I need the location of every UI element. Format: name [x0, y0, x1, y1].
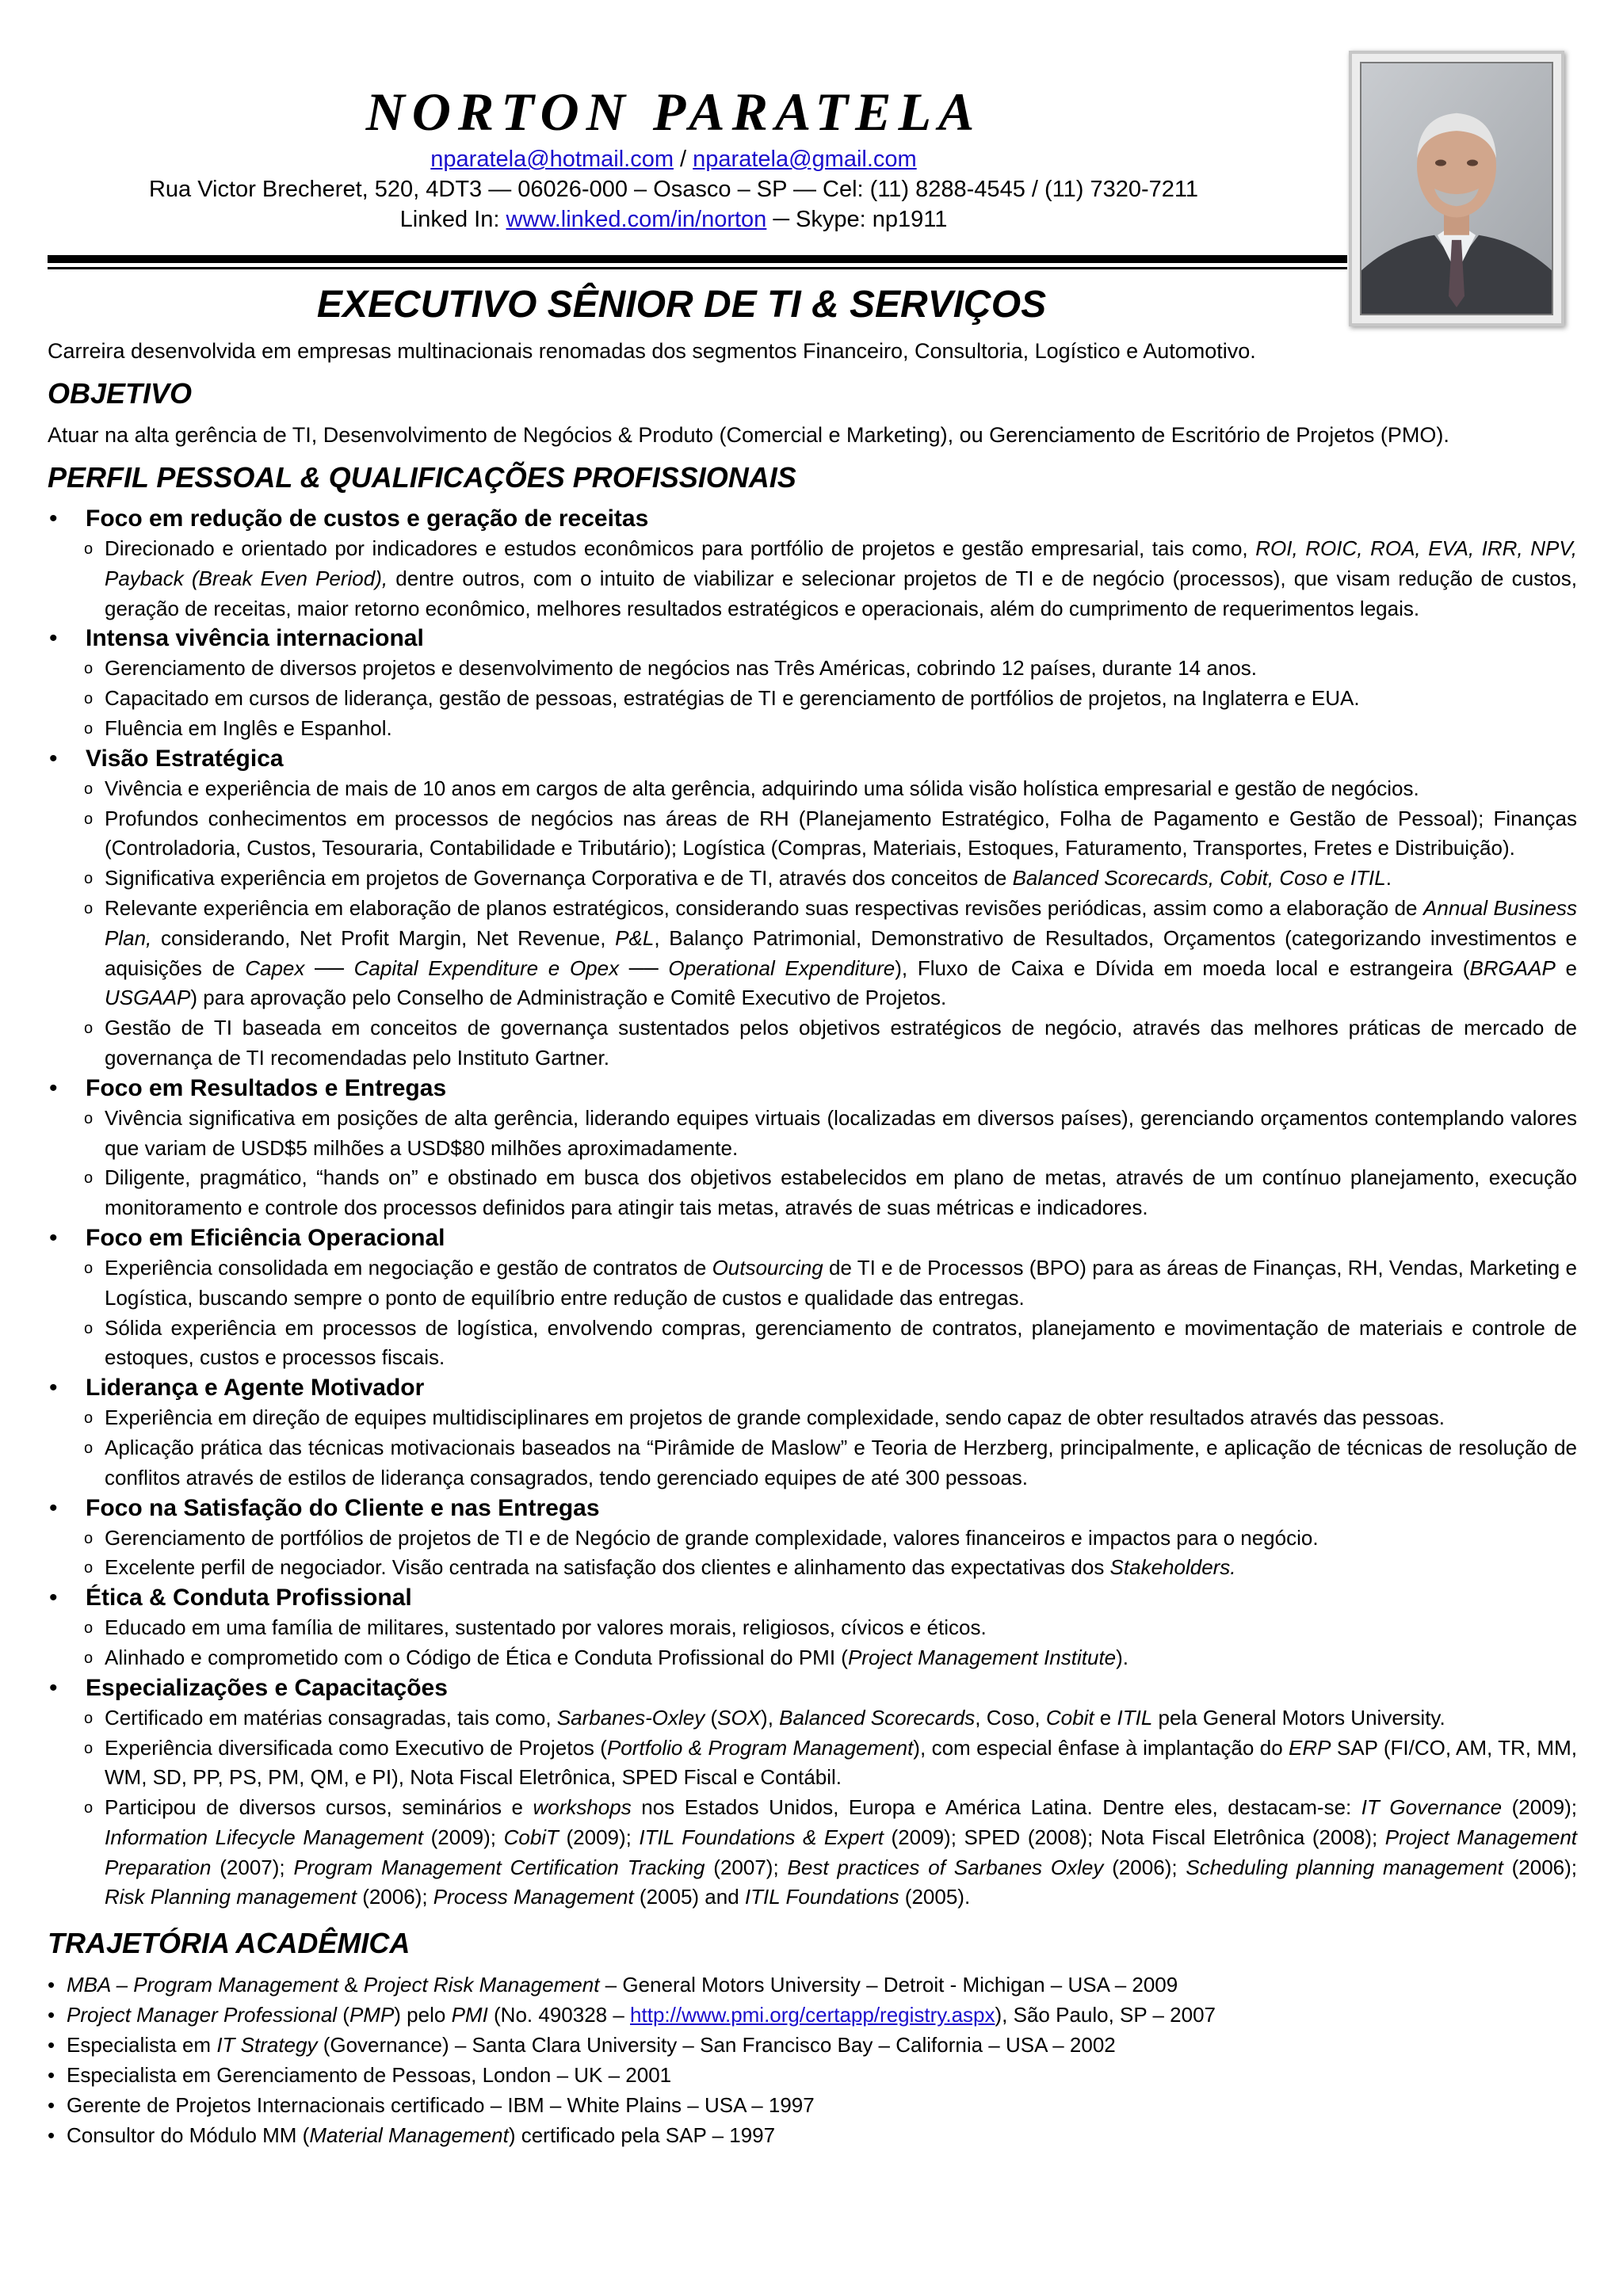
text-segment: Capacitado em cursos de liderança, gestão de pessoas, estratégias de TI e gerenciamento de portfólios de projetos, na Inglaterra e EUA.: [105, 686, 1360, 711]
text-segment: SOX: [717, 1705, 762, 1730]
profile-bullet: [86, 684, 1577, 714]
email-line: [48, 144, 1300, 174]
text-segment: IT Governance: [1361, 1795, 1503, 1820]
profile-sub-list: [86, 1613, 1577, 1673]
text-segment: pela General Motors University.: [1152, 1705, 1445, 1730]
main-title: EXECUTIVO SÊNIOR DE TI & SERVIÇOS: [316, 284, 1047, 326]
text-segment: ), Fluxo de Caixa e Dívida em moeda local e estrangeira (: [895, 955, 1470, 980]
text-segment: Scheduling planning management: [1186, 1855, 1503, 1879]
text-segment: Annual Business Plan,: [105, 895, 1577, 950]
text-segment: &: [338, 1973, 364, 1997]
text-segment: Stakeholders.: [1109, 1555, 1236, 1580]
profile-item: [48, 1493, 1577, 1584]
resume-body: [48, 280, 1577, 2150]
text-segment: Gerente de Projetos Internacionais certificado – IBM – White Plains – USA – 1997: [67, 2093, 815, 2118]
profile-bullet: [86, 1703, 1577, 1733]
profile-bullet: [86, 534, 1577, 624]
profile-bullet: [86, 1793, 1577, 1913]
candidate-name: NORTON PARATELA: [365, 82, 982, 142]
text-segment: Project Manager Professional: [67, 2003, 338, 2027]
text-segment: ),: [761, 1705, 780, 1730]
email-separator: /: [674, 147, 693, 172]
text-segment: (2009);: [423, 1825, 504, 1849]
text-segment: ) pelo: [394, 2003, 452, 2027]
text-segment: IT Strategy: [216, 2033, 318, 2058]
linkedin-link[interactable]: www.linked.com/in/norton: [506, 207, 767, 232]
profile-bullet: [86, 1013, 1577, 1074]
profile-list: [48, 504, 1577, 1913]
url-link[interactable]: http://www.pmi.org/certapp/registry.aspx: [630, 2003, 995, 2027]
profile-bullet: [86, 1163, 1577, 1223]
text-segment: Sólida experiência em processos de logística, envolvendo compras, gerenciamento de contratos, planejamento e movimentação de materiais e controle de estoques, custos e processos fiscais.: [105, 1315, 1577, 1370]
portrait-photo: [1360, 62, 1553, 315]
profile-item: [48, 504, 1577, 624]
text-segment: Outsourcing: [712, 1255, 823, 1280]
portrait-illustration: [1361, 63, 1552, 314]
text-segment: ) certificado pela SAP – 1997: [508, 2123, 776, 2148]
profile-item-title: • Foco na Satisfação do Cliente e nas Entregas: [86, 1494, 600, 1521]
profile-heading: PERFIL PESSOAL & QUALIFICAÇÕES PROFISSIONAIS: [48, 461, 796, 494]
career-summary: Carreira desenvolvida em empresas multinacionais renomadas dos segmentos Financeiro, Consultoria, Logístico e Automotivo.: [48, 339, 1256, 363]
text-segment: Gestão de TI baseada em conceitos de governança sustentados pelos objetivos estratégicos de negócio, através das melhores práticas de mercado de governança de TI recomendadas pelo Instituto Gartner.: [105, 1016, 1577, 1070]
text-segment: Material Management: [309, 2123, 509, 2148]
text-segment: e: [1555, 955, 1577, 980]
profile-item-title: • Foco em Resultados e Entregas: [86, 1074, 447, 1101]
text-segment: Certificado em matérias consagradas, tais como,: [105, 1705, 557, 1730]
text-segment: (No. 490328 –: [487, 2003, 631, 2027]
profile-bullet: [86, 1733, 1577, 1794]
skype-id: ─ Skype: np1911: [766, 207, 948, 232]
text-segment: Experiência diversificada como Executivo de Projetos (: [105, 1735, 607, 1760]
text-segment: Especialista em: [67, 2033, 217, 2058]
text-segment: – General Motors University – Detroit - Michigan – USA – 2009: [599, 1973, 1178, 1997]
text-segment: e: [1094, 1705, 1117, 1730]
text-segment: (2009); SPED (2008); Nota Fiscal Eletrônica (2008);: [883, 1825, 1385, 1849]
profile-bullet: [86, 1643, 1577, 1673]
profile-item-title: • Especializações e Capacitações: [86, 1674, 448, 1701]
text-segment: Alinhado e comprometido com o Código de Ética e Conduta Profissional do PMI (: [105, 1645, 848, 1669]
text-segment: Sarbanes-Oxley: [556, 1705, 705, 1730]
text-segment: Capex ── Capital Expenditure e Opex ── Operational Expenditure: [245, 955, 896, 980]
address-line: Rua Victor Brecheret, 520, 4DT3 — 06026-000 – Osasco – SP — Cel: (11) 8288-4545 / (11) 7320-7211: [148, 177, 1199, 202]
profile-bullet: [86, 1613, 1577, 1643]
text-segment: ITIL: [1117, 1705, 1153, 1730]
text-segment: PMI: [451, 2003, 488, 2027]
profile-item-title: • Foco em redução de custos e geração de receitas: [86, 505, 649, 532]
text-segment: (: [337, 2003, 349, 2027]
text-segment: Experiência consolidada em negociação e gestão de contratos de: [105, 1255, 712, 1280]
text-segment: Diligente, pragmático, “hands on” e obstinado em busca dos objetivos estabelecidos em plano de metas, através de um contínuo planejamento, execução monitoramento e controle dos processos definidos para atingir tais metas, através de suas métricas e indicadores.: [105, 1165, 1577, 1220]
profile-bullet: [86, 804, 1577, 864]
profile-item-title: • Foco em Eficiência Operacional: [86, 1224, 445, 1251]
text-segment: Vivência e experiência de mais de 10 anos em cargos de alta gerência, adquirindo uma sólida visão holística empresarial e gestão de negócios.: [105, 776, 1419, 800]
text-segment: dentre outros, com o intuito de viabilizar e selecionar projetos de TI e de negócio (processos), que visam redução de custos, geração de receitas, maior retorno econômico, melhores resultados estratégicos e operacionais, além do cumprimento de requerimentos legais.: [105, 566, 1577, 620]
text-segment: (2009);: [558, 1825, 640, 1849]
text-segment: nos Estados Unidos, Europa e América Latina. Dentre eles, destacam-se:: [631, 1795, 1361, 1820]
profile-bullet: [86, 1433, 1577, 1493]
profile-item: [48, 1074, 1577, 1223]
linkedin-label: Linked In:: [399, 207, 506, 232]
text-segment: (2009);: [1502, 1795, 1577, 1820]
text-segment: Portfolio & Program Management: [606, 1735, 914, 1760]
text-segment: Project Risk Management: [363, 1973, 600, 1997]
education-item: [48, 2120, 1577, 2150]
profile-sub-list: [86, 774, 1577, 1074]
text-segment: ), com especial ênfase à implantação do: [913, 1735, 1289, 1760]
header-rule-thin: [48, 267, 1347, 269]
text-segment: (2006);: [1103, 1855, 1186, 1879]
profile-item: [48, 624, 1577, 743]
text-segment: Balanced Scorecards: [779, 1705, 976, 1730]
text-segment: SAP (FI/CO, AM, TR, MM, WM, SD, PP, PS, PM, QM, e PI), Nota Fiscal Eletrônica, SPED Fiscal e Contábil.: [105, 1735, 1577, 1790]
text-segment: Gerenciamento de portfólios de projetos de TI e de Negócio de grande complexidade, valores financeiros e impactos para o negócio.: [105, 1525, 1319, 1550]
profile-bullet: [86, 714, 1577, 744]
text-segment: de TI e de Processos (BPO) para as áreas de Finanças, RH, Vendas, Marketing e Logística, buscando sempre o ponto de equilíbrio entre redução de custos e qualidade das entregas.: [105, 1255, 1578, 1310]
education-item: [48, 1970, 1577, 2000]
profile-item-title: • Ética & Conduta Profissional: [86, 1585, 412, 1611]
text-segment: PMP: [349, 2003, 395, 2027]
text-segment: Aplicação prática das técnicas motivacionais baseados na “Pirâmide de Maslow” e Teoria de Herzberg, principalmente, e aplicação de técnicas de resolução de conflitos através de estilos de liderança consagrados, tendo gerenciado equipes de até 300 pessoas.: [105, 1435, 1577, 1489]
text-segment: Educado em uma família de militares, sustentado por valores morais, religiosos, cívicos e éticos.: [105, 1615, 987, 1640]
profile-bullet: [86, 654, 1577, 684]
text-segment: ROI, ROIC, ROA, EVA, IRR, NPV, Payback (Break Even Period),: [105, 536, 1577, 590]
profile-item: [48, 1583, 1577, 1673]
text-segment: (2005).: [899, 1885, 971, 1909]
text-segment: Participou de diversos cursos, seminários e: [105, 1795, 533, 1820]
text-segment: ), São Paulo, SP – 2007: [995, 2003, 1216, 2027]
text-segment: MBA – Program Management: [67, 1973, 338, 1997]
objective-heading: OBJETIVO: [48, 377, 193, 410]
profile-bullet: [86, 1524, 1577, 1554]
text-segment: Project Management Institute: [847, 1645, 1117, 1669]
profile-sub-list: [86, 1104, 1577, 1223]
text-segment: Balanced Scorecards, Cobit, Coso e ITIL: [1012, 866, 1386, 891]
text-segment: BRGAAP: [1469, 955, 1556, 980]
profile-bullet: [86, 1104, 1577, 1164]
profile-sub-list: [86, 654, 1577, 743]
education-item: [48, 2060, 1577, 2090]
profile-bullet: [86, 1553, 1577, 1583]
profile-bullet: [86, 1403, 1577, 1433]
text-segment: ITIL Foundations & Expert: [639, 1825, 884, 1849]
text-segment: Cobit: [1045, 1705, 1094, 1730]
objective-text: Atuar na alta gerência de TI, Desenvolvimento de Negócios & Produto (Comercial e Marketing), ou Gerenciamento de Escritório de Projetos (PMO).: [48, 423, 1449, 447]
text-segment: Especialista em Gerenciamento de Pessoas, London – UK – 2001: [67, 2063, 672, 2088]
text-segment: (: [705, 1705, 718, 1730]
education-list: [48, 1970, 1577, 2150]
profile-sub-list: [86, 1703, 1577, 1913]
profile-bullet: [86, 1253, 1577, 1314]
resume-header: [48, 79, 1300, 235]
profile-item: [48, 744, 1577, 1074]
profile-bullet: [86, 894, 1577, 1013]
text-segment: (2006);: [1503, 1855, 1578, 1879]
text-segment: considerando, Net Profit Margin, Net Revenue,: [151, 925, 616, 950]
text-segment: ).: [1116, 1645, 1129, 1669]
linkedin-skype-line: [48, 204, 1300, 235]
profile-sub-list: [86, 1403, 1577, 1493]
text-segment: CobiT: [503, 1825, 559, 1849]
text-segment: Direcionado e orientado por indicadores e estudos econômicos para portfólio de projetos e gestão empresarial, tais como,: [105, 536, 1256, 560]
profile-bullet: [86, 774, 1577, 804]
text-segment: ERP: [1289, 1735, 1331, 1760]
text-segment: P&L: [615, 925, 655, 950]
text-segment: (2007);: [211, 1855, 294, 1879]
profile-item-title: • Visão Estratégica: [86, 745, 284, 772]
text-segment: Consultor do Módulo MM (: [67, 2123, 310, 2148]
text-segment: , Balanço Patrimonial, Demonstrativo de Resultados, Orçamentos (categorizando investimentos e aquisições de: [105, 925, 1577, 980]
text-segment: workshops: [533, 1795, 632, 1820]
text-segment: ITIL Foundations: [744, 1885, 899, 1909]
text-segment: (2005) and: [633, 1885, 745, 1909]
profile-sub-list: [86, 1253, 1577, 1373]
text-segment: Experiência em direção de equipes multidisciplinares em projetos de grande complexidade, sendo capaz de obter resultados através das pessoas.: [105, 1405, 1445, 1430]
text-segment: , Coso,: [975, 1705, 1046, 1730]
profile-item-title: • Intensa vivência internacional: [86, 625, 424, 652]
profile-item: [48, 1673, 1577, 1913]
text-segment: Fluência em Inglês e Espanhol.: [105, 715, 392, 740]
email-link-hotmail[interactable]: nparatela@hotmail.com: [430, 147, 674, 172]
education-item: [48, 2000, 1577, 2030]
text-segment: Project Management Preparation: [105, 1825, 1577, 1879]
profile-item-title: • Liderança e Agente Motivador: [86, 1375, 425, 1402]
text-segment: Program Management Certification Tracking: [293, 1855, 705, 1879]
email-link-gmail[interactable]: nparatela@gmail.com: [693, 147, 917, 172]
text-segment: (2006);: [356, 1885, 433, 1909]
header-rule-thick: [48, 255, 1347, 263]
text-segment: Information Lifecycle Management: [105, 1825, 424, 1849]
profile-bullet: [86, 1314, 1577, 1374]
profile-sub-list: [86, 1524, 1577, 1584]
text-segment: Gerenciamento de diversos projetos e desenvolvimento de negócios nas Três Américas, cobrindo 12 países, durante 14 anos.: [105, 656, 1257, 681]
education-heading: TRAJETÓRIA ACADÊMICA: [48, 1927, 411, 1960]
education-item: [48, 2030, 1577, 2060]
profile-item: [48, 1223, 1577, 1373]
text-segment: (Governance) – Santa Clara University – San Francisco Bay – California – USA – 2002: [317, 2033, 1116, 2058]
text-segment: Vivência significativa em posições de alta gerência, liderando equipes virtuais (localizadas em diversos países), gerenciando orçamentos contemplando valores que variam de USD$5 milhões a USD$80 milhões aproximadamente.: [105, 1105, 1577, 1160]
text-segment: .: [1385, 866, 1392, 891]
profile-bullet: [86, 864, 1577, 894]
text-segment: Relevante experiência em elaboração de planos estratégicos, considerando suas respectivas revisões periódicas, assim como a elaboração de: [105, 895, 1424, 920]
text-segment: Significativa experiência em projetos de Governança Corporativa e de TI, através dos conceitos de: [105, 866, 1013, 891]
profile-item: [48, 1373, 1577, 1493]
text-segment: Excelente perfil de negociador. Visão centrada na satisfação dos clientes e alinhamento das expectativas dos: [105, 1555, 1110, 1580]
profile-sub-list: [86, 534, 1577, 624]
text-segment: Profundos conhecimentos em processos de negócios nas áreas de RH (Planejamento Estratégico, Folha de Pagamento e Gestão de Pessoal); Finanças (Controladoria, Custos, Tesouraria, Contabilidade e Tributário); Logística (Compras, Materiais, Estoques, Faturamento, Transportes, Fretes e Distribuição).: [105, 806, 1577, 860]
text-segment: Risk Planning management: [105, 1885, 357, 1909]
text-segment: ) para aprovação pelo Conselho de Administração e Comitê Executivo de Projetos.: [190, 986, 947, 1010]
education-item: [48, 2090, 1577, 2120]
text-segment: Best practices of Sarbanes Oxley: [787, 1855, 1104, 1879]
text-segment: USGAAP: [105, 986, 191, 1010]
text-segment: Process Management: [433, 1885, 634, 1909]
text-segment: (2007);: [705, 1855, 788, 1879]
